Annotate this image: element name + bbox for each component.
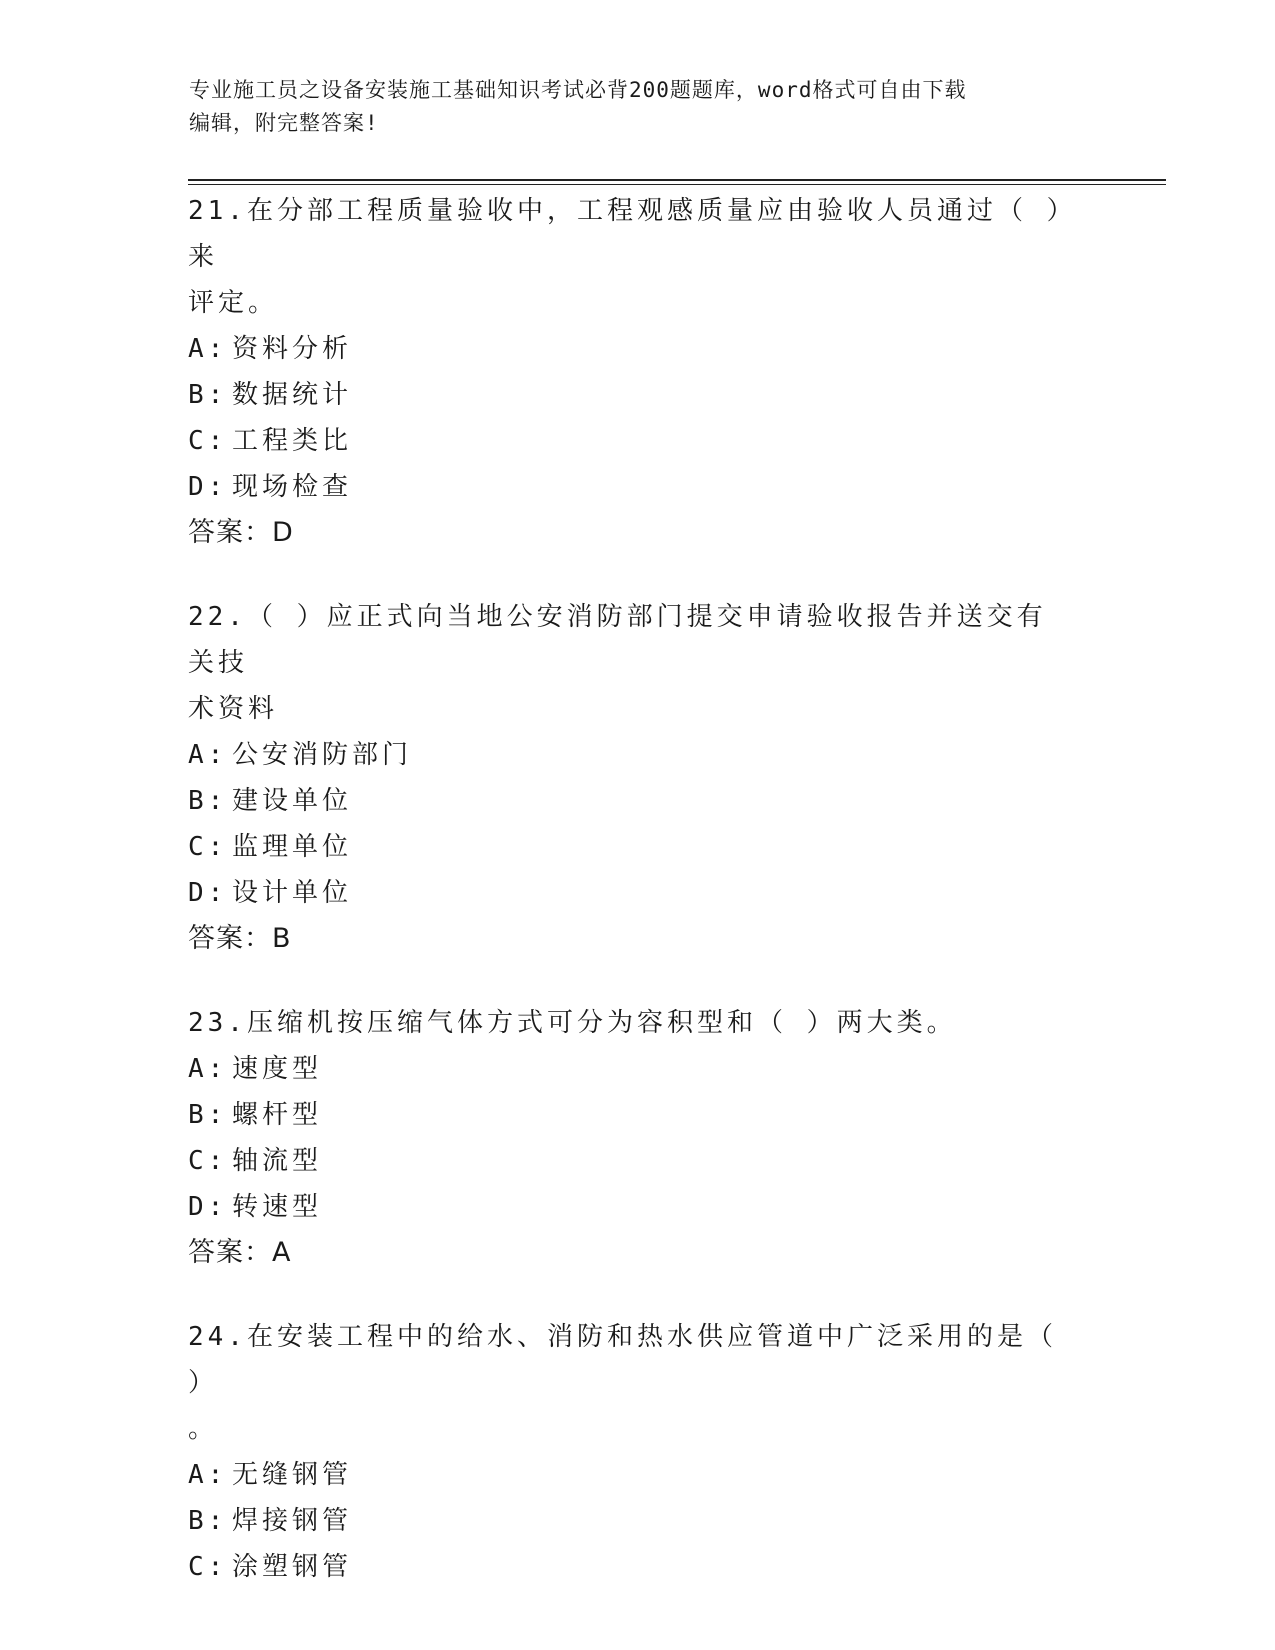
question-24 bbox=[188, 1314, 1068, 1590]
option-a bbox=[188, 732, 1068, 778]
question-stem bbox=[188, 594, 1068, 732]
option-c bbox=[188, 1138, 1068, 1184]
question-list bbox=[188, 188, 1068, 1628]
question-stem-line: 24.在安装工程中的给水、消防和热水供应管道中广泛采用的是（ ） bbox=[188, 1322, 1057, 1398]
option-a bbox=[188, 326, 1068, 372]
option-text: 建设单位 bbox=[232, 786, 353, 816]
option-b bbox=[188, 372, 1068, 418]
option-text: 涂塑钢管 bbox=[232, 1552, 353, 1582]
option-letter: B: bbox=[188, 1506, 228, 1536]
question-21 bbox=[188, 188, 1068, 556]
option-text: 无缝钢管 bbox=[232, 1460, 353, 1490]
option-letter: A: bbox=[188, 740, 228, 770]
option-text: 焊接钢管 bbox=[232, 1506, 353, 1536]
option-letter: C: bbox=[188, 1552, 228, 1582]
option-d bbox=[188, 870, 1068, 916]
option-text: 速度型 bbox=[232, 1054, 323, 1084]
question-stem bbox=[188, 1314, 1068, 1452]
question-stem-line: 23.压缩机按压缩气体方式可分为容积型和（ ）两大类。 bbox=[188, 1008, 957, 1038]
option-letter: A: bbox=[188, 1054, 228, 1084]
option-letter: C: bbox=[188, 832, 228, 862]
option-d bbox=[188, 1184, 1068, 1230]
option-text: 资料分析 bbox=[232, 334, 353, 364]
option-letter: B: bbox=[188, 380, 228, 410]
header-divider-thin bbox=[188, 184, 1166, 185]
option-text: 设计单位 bbox=[232, 878, 353, 908]
option-text: 公安消防部门 bbox=[232, 740, 413, 770]
header-line-2: 编辑，附完整答案! bbox=[189, 111, 379, 135]
question-22 bbox=[188, 594, 1068, 962]
question-stem-line: 。 bbox=[188, 1414, 219, 1444]
option-letter: A: bbox=[188, 1460, 228, 1490]
document-header bbox=[189, 74, 1069, 140]
option-letter: D: bbox=[188, 472, 228, 502]
answer-line: 答案：D bbox=[188, 517, 294, 548]
header-line-1: 专业施工员之设备安装施工基础知识考试必背200题题库，word格式可自由下载 bbox=[189, 78, 967, 102]
option-letter: B: bbox=[188, 1100, 228, 1130]
option-letter: C: bbox=[188, 1146, 228, 1176]
option-c bbox=[188, 418, 1068, 464]
option-b bbox=[188, 1498, 1068, 1544]
option-b bbox=[188, 778, 1068, 824]
question-stem-line: 21.在分部工程质量验收中，工程观感质量应由验收人员通过（ ）来 bbox=[188, 196, 1064, 272]
option-text: 监理单位 bbox=[232, 832, 353, 862]
option-d bbox=[188, 464, 1068, 510]
header-divider-thick bbox=[188, 179, 1166, 181]
option-b bbox=[188, 1092, 1068, 1138]
option-text: 转速型 bbox=[232, 1192, 323, 1222]
question-23 bbox=[188, 1000, 1068, 1276]
option-c bbox=[188, 824, 1068, 870]
option-letter: C: bbox=[188, 426, 228, 456]
question-stem bbox=[188, 188, 1068, 326]
option-text: 工程类比 bbox=[232, 426, 353, 456]
answer-line: 答案：A bbox=[188, 1237, 292, 1268]
option-text: 现场检查 bbox=[232, 472, 353, 502]
answer-line: 答案：B bbox=[188, 923, 292, 954]
option-letter: D: bbox=[188, 1192, 228, 1222]
option-letter: D: bbox=[188, 878, 228, 908]
question-stem-line: 术资料 bbox=[188, 694, 279, 724]
question-stem bbox=[188, 1000, 1068, 1046]
question-stem-line: 22.（ ）应正式向当地公安消防部门提交申请验收报告并送交有关技 bbox=[188, 602, 1047, 678]
question-stem-line: 评定。 bbox=[188, 288, 279, 318]
option-letter: A: bbox=[188, 334, 228, 364]
option-a bbox=[188, 1452, 1068, 1498]
option-c bbox=[188, 1544, 1068, 1590]
option-text: 轴流型 bbox=[232, 1146, 323, 1176]
option-text: 数据统计 bbox=[232, 380, 353, 410]
option-a bbox=[188, 1046, 1068, 1092]
option-letter: B: bbox=[188, 786, 228, 816]
option-text: 螺杆型 bbox=[232, 1100, 323, 1130]
